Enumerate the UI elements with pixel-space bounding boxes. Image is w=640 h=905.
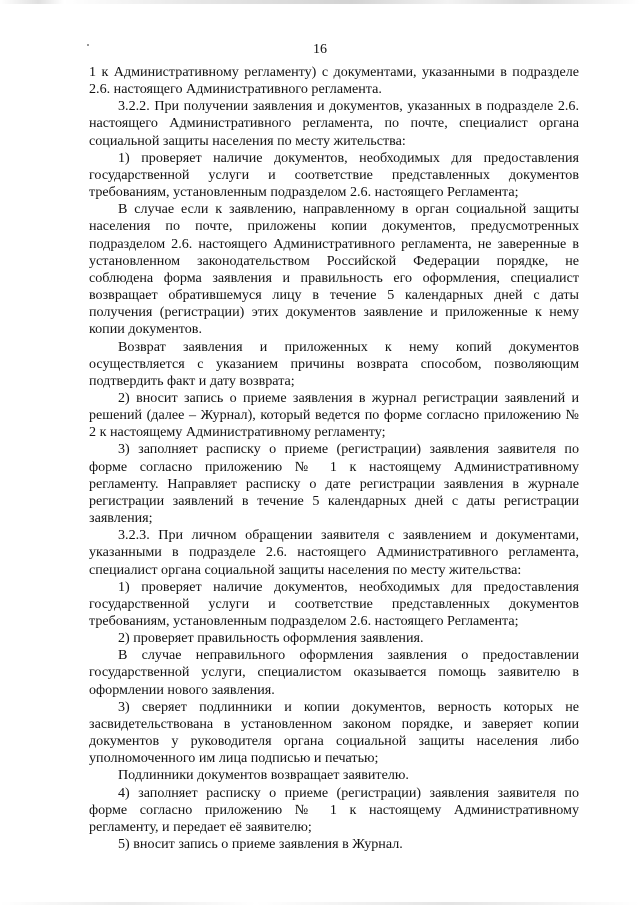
paragraph-item-3-verify-copies: 3) сверяет подлинники и копии документов, верность которых не засвидетельствована в установленном законом порядке, и заверяет копии документов у руководителя органа социальной защиты населения либо уполномоченного им лица подписью и печатью; bbox=[89, 698, 579, 767]
page-number: 16 bbox=[313, 42, 327, 57]
paragraph-incorrect-form-help: В случае неправильного оформления заявления о предоставлении государственной услуги, специалистом оказывается помощь заявителю в оформлении нового заявления. bbox=[89, 647, 579, 698]
scan-edge-top bbox=[0, 0, 640, 4]
paragraph-item-1-check-documents: 1) проверяет наличие документов, необходимых для предоставления государственной услуги и соответствие представленных документов требованиям, установленным подразделом 2.6. настоящего Регламента; bbox=[89, 149, 579, 201]
paragraph-return-originals: Подлинники документов возвращает заявителю. bbox=[118, 767, 409, 784]
paragraph-item-1-check-documents-personal: 1) проверяет наличие документов, необходимых для предоставления государственной услуги и соответствие представленных документов требованиям, установленным подразделом 2.6. настоящего Регламента; bbox=[89, 578, 579, 629]
paragraph-3-2-3: 3.2.3. При личном обращении заявителя с заявлением и документами, указанными в подразделе 2.6. настоящего Административного регламента, специалист органа социальной защиты населения по месту жительства: bbox=[89, 527, 579, 578]
document-body bbox=[89, 64, 579, 853]
paragraph-item-2-journal: 2) вносит запись о приеме заявления в журнал регистрации заявлений и решений (далее – Журнал), который ведется по форме согласно приложению № 2 к настоящему Административному регламенту; bbox=[89, 389, 579, 441]
paragraph-continuation: 1 к Административному регламенту) с документами, указанными в подразделе 2.6. настоящего Административного регламента. bbox=[89, 64, 579, 98]
paragraph-return-method: Возврат заявления и приложенных к нему копий документов осуществляется с указанием причины возврата способом, позволяющим подтвердить факт и дату возврата; bbox=[89, 338, 579, 389]
paragraph-return-conditions: В случае если к заявлению, направленному в орган социальной защиты населения по почте, приложены копии документов, предусмотренных подразделом 2.6. настоящего Административного регламента, не заверенные в установленном законодательством Российской Федерации порядке, не соблюдена форма заявления и правильность его оформления, специалист возвращает обратившемуся лицу в течение 5 календарных дней с даты получения (регистрации) этих документов заявление и приложенные к нему копии документов. bbox=[89, 201, 579, 338]
paragraph-item-3-receipt: 3) заполняет расписку о приеме (регистрации) заявления заявителя по форме согласно приложению № 1 к настоящему Административному регламенту. Направляет расписку о дате регистрации заявления в журнале регистрации заявлений в течение 5 календарных дней с даты регистрации заявления; bbox=[89, 441, 579, 527]
paragraph-item-2-check-form: 2) проверяет правильность оформления заявления. bbox=[118, 630, 424, 647]
paragraph-3-2-2: 3.2.2. При получении заявления и документов, указанных в подразделе 2.6. настоящего Административного регламента, по почте, специалист органа социальной защиты населения по месту жительства: bbox=[89, 98, 579, 149]
paragraph-item-4-receipt: 4) заполняет расписку о приеме (регистрации) заявления заявителя по форме согласно приложению № 1 к настоящему Административному регламенту, и передает её заявителю; bbox=[89, 784, 579, 835]
paragraph-item-5-journal: 5) вносит запись о приеме заявления в Журнал. bbox=[118, 836, 403, 853]
